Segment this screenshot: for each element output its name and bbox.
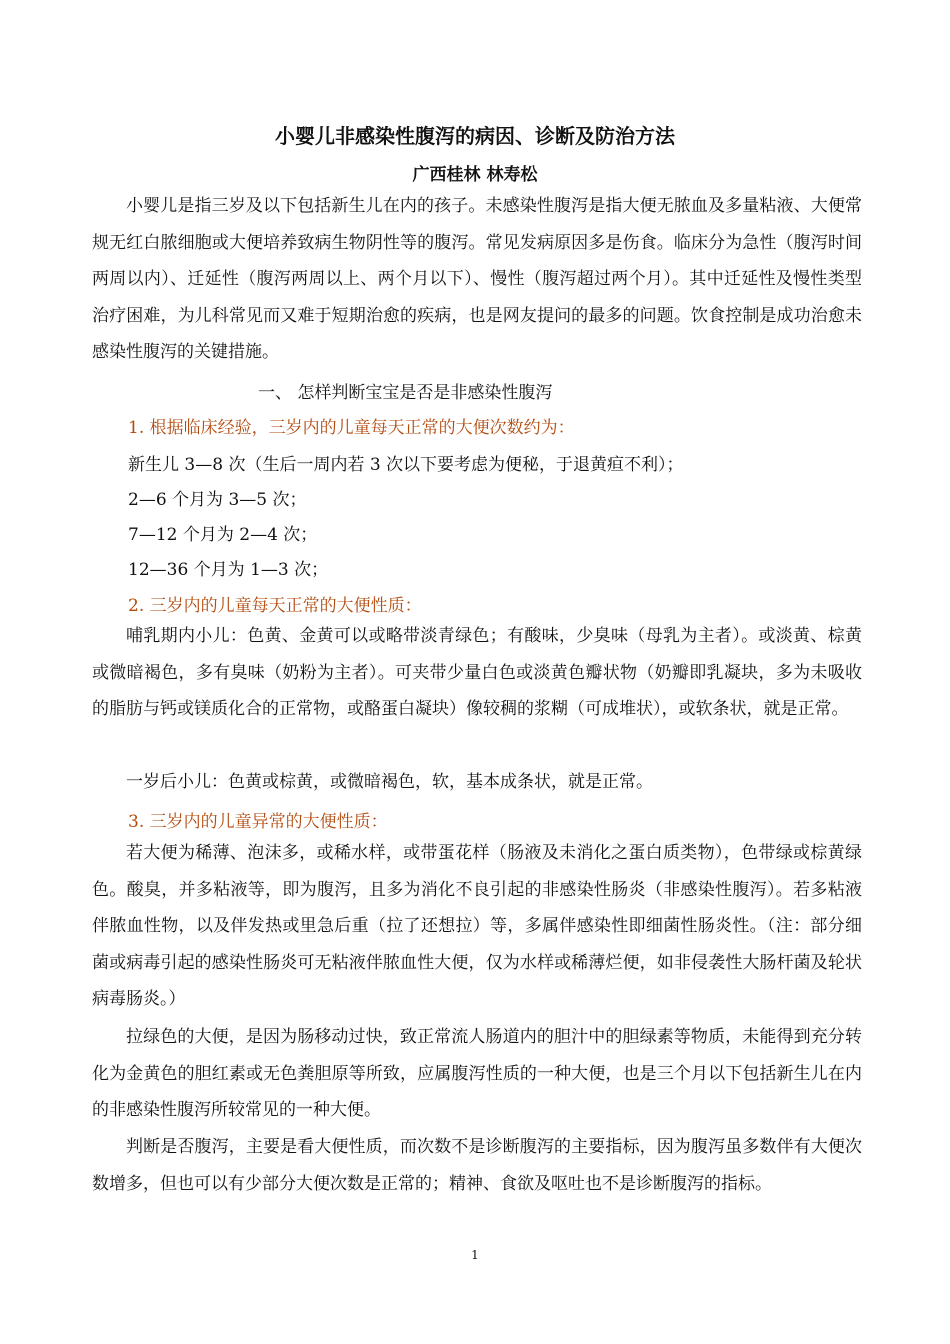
author-line: 广西桂林 林寿松 <box>412 165 538 185</box>
stool-frequency-12-36m: 12—36 个月为 1—3 次； <box>128 560 329 580</box>
document-title: 小婴儿非感染性腹泻的病因、诊断及防治方法 <box>275 124 675 148</box>
section-heading-1: 一、 怎样判断宝宝是否是非感染性腹泻 <box>258 383 553 403</box>
green-stool-paragraph: 拉绿色的大便，是因为肠移动过快，致正常流人肠道内的胆汁中的胆绿素等物质，未能得到充分转化为金黄色的胆红素或无色粪胆原等所致，应属腹泻性质的一种大便，也是三个月以下包括新生儿在内的非感染性腹泻所较常见的一种大便。 <box>92 1027 862 1121</box>
stool-frequency-2-6m: 2—6 个月为 3—5 次； <box>128 490 307 510</box>
normal-stool-toddler-paragraph: 一岁后小儿：色黄或棕黄，或微暗褐色，软，基本成条状，就是正常。 <box>126 772 653 792</box>
diagnosis-paragraph: 判断是否腹泻，主要是看大便性质，而次数不是诊断腹泻的主要指标，因为腹泻虽多数伴有大便次数增多，但也可以有少部分大便次数是正常的；精神、食欲及呕吐也不是诊断腹泻的指标。 <box>92 1137 862 1194</box>
abnormal-stool-paragraph: 若大便为稀薄、泡沫多，或稀水样，或带蛋花样（肠液及未消化之蛋白质类物），色带绿或棕黄绿色。酸臭，并多粘液等，即为腹泻，且多为消化不良引起的非感染性肠炎（非感染性腹泻）。若多粘液伴脓血性物，以及伴发热或里急后重（拉了还想拉）等，多属伴感染性即细菌性肠炎性。（注：部分细菌或病毒引起的感染性肠炎可无粘液伴脓血性大便，仅为水样或稀薄烂便，如非侵袭性大肠杆菌及轮状病毒肠炎。） <box>92 843 862 1010</box>
subheading-3: 3. 三岁内的儿童异常的大便性质： <box>128 812 388 832</box>
subheading-1: 1. 根据临床经验，三岁内的儿童每天正常的大便次数约为： <box>128 418 575 438</box>
stool-frequency-7-12m: 7—12 个月为 2—4 次； <box>128 525 318 545</box>
subheading-2: 2. 三岁内的儿童每天正常的大便性质： <box>128 596 422 616</box>
normal-stool-infant-paragraph: 哺乳期内小儿：色黄、金黄可以或略带淡青绿色；有酸味，少臭味（母乳为主者）。或淡黄、棕黄或微暗褐色，多有臭味（奶粉为主者）。可夹带少量白色或淡黄色瓣状物（奶瓣即乳凝块，多为未吸收的脂肪与钙或镁质化合的正常物，或酪蛋白凝块）像较稠的浆糊（可成堆状），或软条状，就是正常。 <box>92 626 862 720</box>
stool-frequency-newborn: 新生儿 3—8 次（生后一周内若 3 次以下要考虑为便秘，于退黄疸不利）； <box>128 455 684 475</box>
intro-paragraph: 小婴儿是指三岁及以下包括新生儿在内的孩子。未感染性腹泻是指大便无脓血及多量粘液、大便常规无红白脓细胞或大便培养致病生物阴性等的腹泻。常见发病原因多是伤食。临床分为急性（腹泻时间两周以内）、迁延性（腹泻两周以上、两个月以下）、慢性（腹泻超过两个月）。其中迁延性及慢性类型治疗困难，为儿科常见而又难于短期治愈的疾病，也是网友提问的最多的问题。饮食控制是成功治愈未感染性腹泻的关键措施。 <box>92 196 862 363</box>
page-number: 1 <box>471 1248 479 1262</box>
